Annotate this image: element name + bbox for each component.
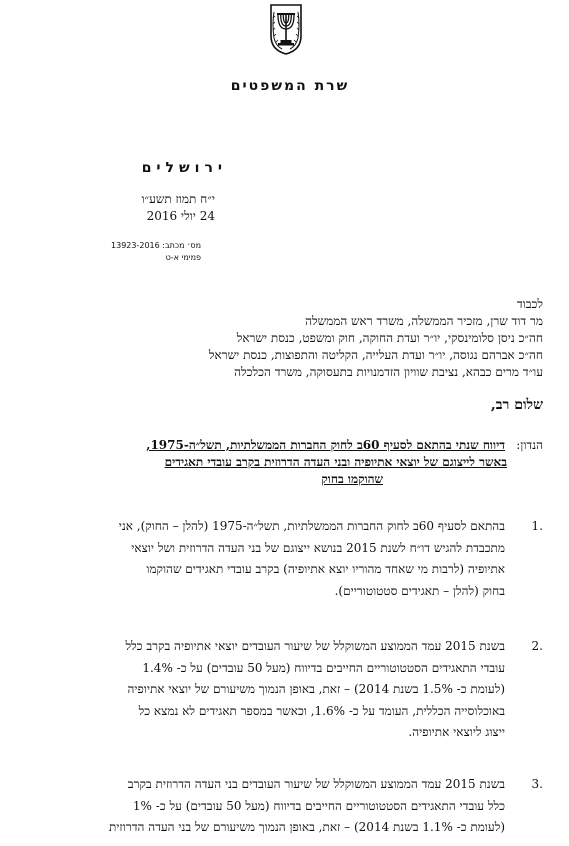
- reference-number: מס׳ מכתב: 13923-2016: [111, 241, 201, 250]
- state-emblem-icon: [266, 2, 306, 56]
- paragraph-line: בשנת 2015 עמד הממוצע המשוקלל של שיעור העובדים יוצאי אתיופיה בקרב כלל: [125, 639, 505, 653]
- paragraph-3: [15, 774, 543, 839]
- paragraph-line: אתיופיה (לרבות מי שאחד מהוריו יוצא אתיופיה) בקרב עובדי תאגידים שהוקמו: [146, 562, 505, 576]
- paragraph-line: בחוק (להלן – תאגידים סטטוטוריים).: [334, 583, 505, 598]
- paragraph-2: [15, 636, 543, 744]
- paragraph-line: ייצוג ליוצאי אתיופיה.: [408, 725, 505, 739]
- paragraph-number: .2: [531, 639, 543, 653]
- addressee-block: [209, 296, 543, 381]
- paragraph-line: באוכלוסייה הכללית, העומד על כ- 1.6%, וכאשר במספר תאגידים לא נמצא כל: [138, 703, 505, 718]
- subject-line: דיווח שנתי בהתאם לסעיף 60ב לחוק החברות הממשלתיות, תשל״ה-1975,: [146, 438, 505, 452]
- greeting: שלום רב,: [490, 397, 543, 413]
- paragraph-line: בשנת 2015 עמד הממוצע המשוקלל של שיעור העובדים בני העדה הדרוזית בקרב: [127, 777, 505, 791]
- addressee-line: חה״כ אברהם נגוסה, יו״ר ועדת העלייה, הקליטה והתפוצות, כנסת ישראל: [208, 348, 543, 362]
- paragraph-line: (לעומת כ- 1.1% בשנת 2014) – זאת, באופן הנמוך משיעורם של בני העדה הדרוזית: [108, 820, 505, 834]
- paragraph-1: [15, 516, 543, 602]
- subject-line: שהוקמו בחוק: [321, 472, 383, 486]
- location-header: ירושלים: [141, 160, 227, 176]
- reference-code: פמימי א-ט: [165, 253, 201, 262]
- hebrew-date: י״ח תמוז תשע״ו: [141, 192, 215, 206]
- paragraph-number: .1: [531, 519, 543, 533]
- paragraph-line: כלל עובדי התאגידים הסטטוטוריים החייבים בדיווח (מעל 50 עובדים) על כ- 1%: [132, 798, 505, 813]
- addressee-label: לכבוד: [516, 297, 543, 311]
- subject-label: הנדון:: [516, 438, 543, 452]
- addressee-line: עו״ד מרים כבהא, נציבת שוויון הזדמנויות בתעסוקה, משרד הכלכלה: [234, 365, 543, 379]
- subject-line: באשר לייצוגם של יוצאי אתיופיה ובני העדה הדרוזית בקרב עובדי תאגידים: [164, 455, 507, 469]
- paragraph-line: (לעומת כ- 1.5% בשנת 2014) – זאת, באופן הנמוך משיעורם של יוצאי אתיופיה: [127, 682, 505, 696]
- addressee-line: מר דוד שרן, מזכיר הממשלה, משרד ראש הממשלה: [305, 314, 543, 328]
- addressee-line: חה״כ ניסן סלומינסקי, יו״ר ועדת החוקה, חוק ומשפט, כנסת ישראל: [236, 331, 543, 345]
- paragraph-line: מתכבדת להגיש דו״ח לשנת 2015 בנושא ייצוגם של בני העדה הדרוזית ושל יוצאי: [131, 540, 505, 555]
- paragraph-line: עובדי התאגידים הסטטוטוריים החייבים בדיווח (מעל 50 עובדים) על כ- 1.4%: [142, 660, 505, 675]
- paragraph-line: בהתאם לסעיף 60ב לחוק החברות הממשלתיות, תשל״ה-1975 (להלן – החוק), אני: [118, 519, 505, 533]
- gregorian-date: 24 יולי 2016: [146, 209, 215, 223]
- ministry-title: שרת המשפטים: [230, 78, 350, 94]
- paragraph-number: .3: [531, 777, 543, 791]
